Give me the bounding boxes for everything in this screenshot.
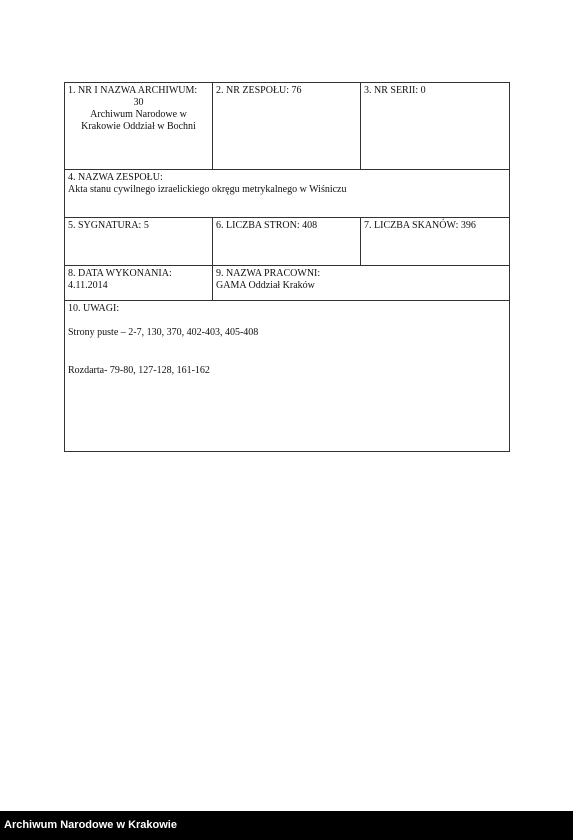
remarks-blank-pages: Strony puste – 2-7, 130, 370, 402-403, 405-408 bbox=[68, 327, 259, 338]
fonds-name-cell bbox=[65, 170, 510, 218]
remarks-cell bbox=[65, 301, 510, 452]
archive-label: 1. NR I NAZWA ARCHIWUM: bbox=[68, 85, 198, 96]
footer-bar bbox=[0, 811, 573, 840]
footer-text: Archiwum Narodowe w Krakowie bbox=[4, 819, 177, 831]
fonds-number-cell bbox=[213, 83, 361, 170]
archive-cell bbox=[65, 83, 213, 170]
workshop-label: 9. NAZWA PRACOWNI: bbox=[216, 268, 321, 279]
series-number: 3. NR SERII: 0 bbox=[364, 85, 426, 96]
metadata-form bbox=[64, 82, 510, 452]
page-count-cell bbox=[213, 218, 361, 266]
signature-cell bbox=[65, 218, 213, 266]
archive-name-line1: Archiwum Narodowe w bbox=[90, 109, 187, 120]
series-number-cell bbox=[361, 83, 510, 170]
date-cell bbox=[65, 266, 213, 301]
page-count: 6. LICZBA STRON: 408 bbox=[216, 220, 318, 231]
scan-count: 7. LICZBA SKANÓW: 396 bbox=[364, 220, 476, 231]
remarks-torn-pages: Rozdarta- 79-80, 127-128, 161-162 bbox=[68, 365, 210, 376]
fonds-name-label: 4. NAZWA ZESPOŁU: bbox=[68, 172, 163, 183]
scan-count-cell bbox=[361, 218, 510, 266]
archive-number: 30 bbox=[133, 97, 144, 108]
remarks-spacer bbox=[68, 339, 506, 365]
fonds-number: 2. NR ZESPOŁU: 76 bbox=[216, 85, 302, 96]
archive-name-line2: Krakowie Oddział w Bochni bbox=[81, 121, 196, 132]
date-value: 4.11.2014 bbox=[68, 280, 108, 291]
workshop-value: GAMA Oddział Kraków bbox=[216, 280, 315, 291]
remarks-label: 10. UWAGI: bbox=[68, 303, 120, 314]
signature: 5. SYGNATURA: 5 bbox=[68, 220, 149, 231]
date-label: 8. DATA WYKONANIA: bbox=[68, 268, 172, 279]
fonds-name-value: Akta stanu cywilnego izraelickiego okręgu metrykalnego w Wiśniczu bbox=[68, 184, 347, 195]
workshop-cell bbox=[213, 266, 510, 301]
remarks-spacer bbox=[68, 315, 506, 327]
